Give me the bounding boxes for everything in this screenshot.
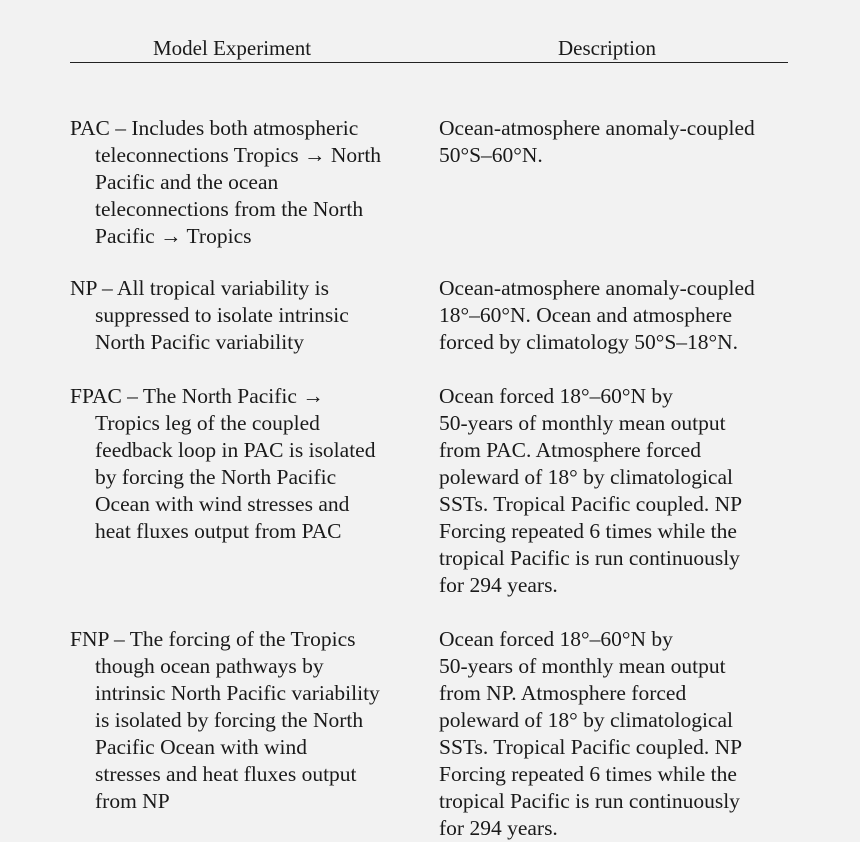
experiment-line: is isolated by forcing the North [95, 708, 364, 732]
experiment-line: from NP [95, 789, 170, 813]
description-line: 50-years of monthly mean output [439, 654, 726, 678]
experiment-line: heat fluxes output from PAC [95, 519, 342, 543]
experiment-line: North Pacific variability [95, 330, 304, 354]
description-cell [439, 275, 788, 356]
experiment-cell [70, 115, 425, 250]
experiment-line: FNP – The forcing of the Tropics [70, 627, 356, 651]
experiment-line: FPAC – The North Pacific → [70, 384, 324, 408]
description-line: tropical Pacific is run continuously [439, 546, 740, 570]
description-line: Forcing repeated 6 times while the [439, 762, 737, 786]
description-line: Ocean-atmosphere anomaly-coupled [439, 116, 755, 140]
experiment-line: teleconnections Tropics → North [95, 143, 382, 167]
experiment-line: Pacific Ocean with wind [95, 735, 307, 759]
experiment-line: though ocean pathways by [95, 654, 324, 678]
description-line: Ocean forced 18°–60°N by [439, 627, 673, 651]
experiment-table [70, 34, 788, 840]
experiment-line: NP – All tropical variability is [70, 276, 329, 300]
experiment-cell [70, 383, 425, 545]
experiment-line: intrinsic North Pacific variability [95, 681, 380, 705]
description-line: SSTs. Tropical Pacific coupled. NP [439, 735, 743, 759]
description-line: from NP. Atmosphere forced [439, 681, 687, 705]
description-line: forced by climatology 50°S–18°N. [439, 330, 739, 354]
experiment-line: Pacific → Tropics [95, 224, 252, 248]
description-line: 50-years of monthly mean output [439, 411, 726, 435]
header-model-experiment: Model Experiment [153, 36, 312, 60]
experiment-line: by forcing the North Pacific [95, 465, 337, 489]
description-line: Ocean forced 18°–60°N by [439, 384, 673, 408]
description-line: SSTs. Tropical Pacific coupled. NP [439, 492, 743, 516]
description-cell [439, 626, 788, 842]
experiment-line: stresses and heat fluxes output [95, 762, 357, 786]
experiment-line: Tropics leg of the coupled [95, 411, 320, 435]
table-header [70, 34, 788, 63]
experiment-cell [70, 275, 425, 356]
description-line: poleward of 18° by climatological [439, 708, 733, 732]
description-line: poleward of 18° by climatological [439, 465, 733, 489]
experiment-line: PAC – Includes both atmospheric [70, 116, 359, 140]
description-cell [439, 115, 788, 169]
experiment-line: teleconnections from the North [95, 197, 364, 221]
description-line: for 294 years. [439, 573, 558, 597]
description-line: Forcing repeated 6 times while the [439, 519, 737, 543]
description-line: 50°S–60°N. [439, 143, 543, 167]
description-line: from PAC. Atmosphere forced [439, 438, 701, 462]
experiment-line: Pacific and the ocean [95, 170, 279, 194]
experiment-cell [70, 626, 425, 815]
header-description: Description [558, 36, 656, 60]
experiment-line: Ocean with wind stresses and [95, 492, 350, 516]
experiment-line: feedback loop in PAC is isolated [95, 438, 376, 462]
description-line: Ocean-atmosphere anomaly-coupled [439, 276, 755, 300]
experiment-line: suppressed to isolate intrinsic [95, 303, 349, 327]
description-line: tropical Pacific is run continuously [439, 789, 740, 813]
description-cell [439, 383, 788, 599]
description-line: 18°–60°N. Ocean and atmosphere [439, 303, 733, 327]
description-line: for 294 years. [439, 816, 558, 840]
